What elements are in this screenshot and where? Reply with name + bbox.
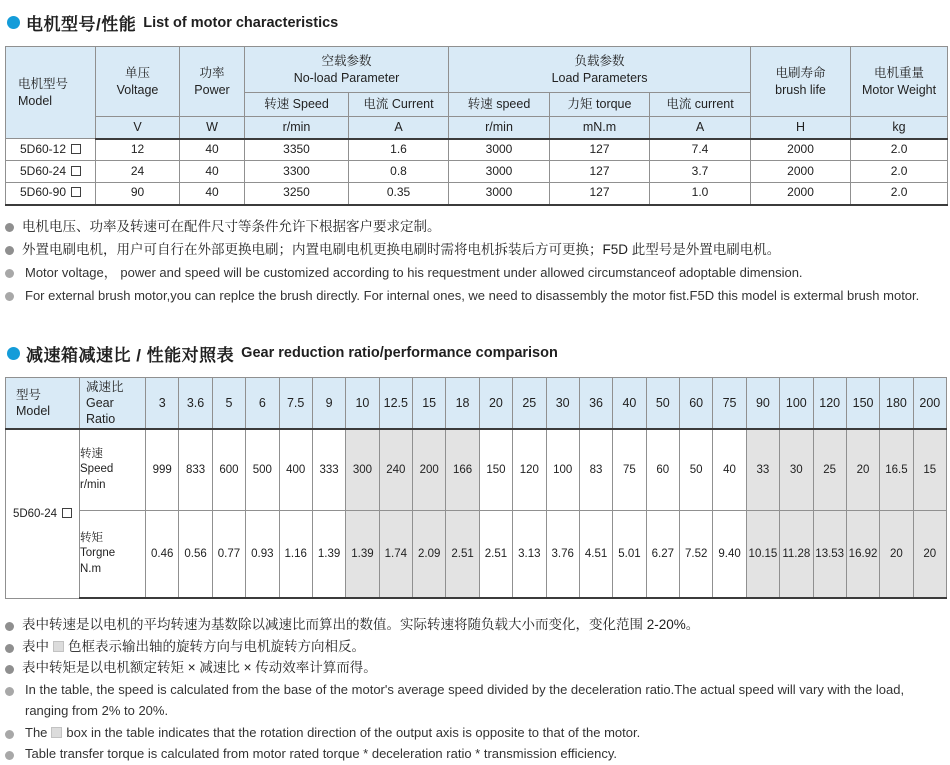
gear-torque-value-cell: 1.39 bbox=[346, 510, 379, 598]
gear-torque-value-cell: 6.27 bbox=[646, 510, 679, 598]
gear-speed-value-cell: 300 bbox=[346, 429, 379, 510]
gear-torque-value-cell: 0.46 bbox=[146, 510, 179, 598]
model-header-zh: 电机型号 bbox=[18, 77, 69, 92]
gear-speed-value-cell: 30 bbox=[780, 429, 813, 510]
gear-speed-value-cell: 333 bbox=[312, 429, 345, 510]
gear-speed-value-cell: 500 bbox=[246, 429, 279, 510]
ratio-header-cell: 25 bbox=[513, 377, 546, 429]
note-item bbox=[5, 722, 946, 744]
motor-value-cell: 7.4 bbox=[650, 139, 751, 161]
reversed-direction-box-icon bbox=[53, 641, 64, 652]
motor-table-row bbox=[6, 161, 948, 183]
gear-speed-value-cell: 120 bbox=[513, 429, 546, 510]
gear-model-header-en: Model bbox=[16, 403, 51, 418]
gear-speed-value-cell: 200 bbox=[413, 429, 446, 510]
note-bullet-icon bbox=[5, 292, 14, 301]
weight-header-zh: 电机重量 bbox=[874, 66, 925, 81]
ratio-header-cell: 9 bbox=[312, 377, 345, 429]
note-bullet-icon bbox=[5, 622, 14, 631]
ratio-header-cell: 15 bbox=[413, 377, 446, 429]
gear-torque-value-cell: 16.92 bbox=[846, 510, 879, 598]
model-header-en: Model bbox=[18, 93, 53, 108]
note-text: 表中转矩是以电机额定转矩 × 减速比 × 传动效率计算而得。 bbox=[22, 660, 377, 676]
section-title-en: List of motor characteristics bbox=[143, 14, 339, 31]
motor-section-title bbox=[7, 10, 946, 35]
ratio-header-cell: 6 bbox=[246, 377, 279, 429]
motor-value-cell: 127 bbox=[550, 139, 650, 161]
ratio-header-cell: 30 bbox=[546, 377, 579, 429]
gear-torque-value-cell: 10.15 bbox=[746, 510, 779, 598]
motor-model-cell bbox=[6, 183, 96, 205]
motor-value-cell: 2000 bbox=[751, 161, 851, 183]
gear-torque-value-cell: 3.13 bbox=[513, 510, 546, 598]
model-suffix-checkbox-icon bbox=[71, 187, 81, 197]
ratio-header-cell: 10 bbox=[346, 377, 379, 429]
load-torque-header-cell: 力矩 torque bbox=[550, 93, 650, 117]
motor-value-cell: 3350 bbox=[245, 139, 349, 161]
model-suffix-checkbox-icon bbox=[71, 144, 81, 154]
motor-value-cell: 3000 bbox=[449, 161, 550, 183]
note-bullet-icon bbox=[5, 751, 14, 760]
gear-torque-row bbox=[6, 510, 947, 598]
motor-table-row bbox=[6, 139, 948, 161]
gear-model-label: 5D60-24 bbox=[12, 507, 58, 520]
motor-value-cell: 2000 bbox=[751, 183, 851, 205]
gear-ratio-header-cell bbox=[80, 377, 146, 429]
gear-model-header-cell bbox=[6, 377, 80, 429]
section-title-zh: 减速箱减速比 / 性能对照表 bbox=[26, 345, 235, 365]
load-header-zh: 负载参数 bbox=[574, 54, 625, 69]
motor-value-cell: 0.35 bbox=[349, 183, 449, 205]
reversed-direction-box-icon bbox=[51, 727, 62, 738]
gear-ratio-header-zh: 减速比 bbox=[86, 379, 124, 394]
unit-header-cell: A bbox=[349, 117, 449, 139]
brush-life-header-cell bbox=[751, 47, 851, 117]
motor-value-cell: 3250 bbox=[245, 183, 349, 205]
gear-torque-value-cell: 5.01 bbox=[613, 510, 646, 598]
gear-speed-value-cell: 83 bbox=[579, 429, 612, 510]
torque-label-zh: 转矩 bbox=[80, 531, 103, 544]
torque-unit-label: N.m bbox=[80, 562, 102, 575]
load-current-header-cell: 电流 current bbox=[650, 93, 751, 117]
motor-model-label: 5D60-24 bbox=[19, 163, 67, 178]
gear-speed-value-cell: 20 bbox=[846, 429, 879, 510]
motor-value-cell: 2000 bbox=[751, 139, 851, 161]
note-text: box in the table indicates that the rotation direction of the output axis is opposite to that of the motor. bbox=[66, 724, 641, 740]
ratio-header-cell: 12.5 bbox=[379, 377, 412, 429]
gear-speed-value-cell: 75 bbox=[613, 429, 646, 510]
note-bullet-icon bbox=[5, 269, 14, 278]
unit-header-cell: A bbox=[650, 117, 751, 139]
load-group-header-cell bbox=[449, 47, 751, 93]
gear-torque-value-cell: 2.51 bbox=[446, 510, 479, 598]
gear-model-cell bbox=[6, 429, 80, 598]
noload-current-header-cell: 电流 Current bbox=[349, 93, 449, 117]
model-suffix-checkbox-icon bbox=[71, 166, 81, 176]
motor-value-cell: 1.6 bbox=[349, 139, 449, 161]
ratio-header-cell: 150 bbox=[846, 377, 879, 429]
motor-value-cell: 1.0 bbox=[650, 183, 751, 205]
gear-torque-value-cell: 2.09 bbox=[413, 510, 446, 598]
gear-speed-value-cell: 600 bbox=[212, 429, 245, 510]
gear-speed-value-cell: 150 bbox=[479, 429, 512, 510]
gear-header-row bbox=[6, 377, 947, 429]
gear-speed-value-cell: 25 bbox=[813, 429, 846, 510]
motor-weight-header-cell bbox=[851, 47, 948, 117]
note-text: Table transfer torque is calculated from motor rated torque * deceleration ratio * transmission efficiency. bbox=[25, 746, 618, 762]
ratio-header-cell: 200 bbox=[913, 377, 946, 429]
gear-torque-value-cell: 0.56 bbox=[179, 510, 212, 598]
motor-value-cell: 40 bbox=[180, 139, 245, 161]
motor-model-label: 5D60-90 bbox=[19, 185, 67, 200]
note-text: In the table, the speed is calculated from the base of the motor's average speed divided by the deceleration ratio.The actual speed will vary with the load, ranging from 2% to 20%. bbox=[25, 681, 905, 719]
ratio-header-cell: 60 bbox=[680, 377, 713, 429]
gear-section-title bbox=[7, 341, 946, 366]
speed-unit-label: r/min bbox=[80, 478, 106, 491]
note-item bbox=[5, 679, 946, 722]
note-item bbox=[5, 284, 946, 307]
gear-torque-value-cell: 0.93 bbox=[246, 510, 279, 598]
section-title-zh: 电机型号/性能 bbox=[26, 15, 137, 34]
note-item bbox=[5, 215, 946, 238]
motor-table-row bbox=[6, 183, 948, 205]
gear-torque-value-cell: 1.74 bbox=[379, 510, 412, 598]
gear-speed-value-cell: 33 bbox=[746, 429, 779, 510]
gear-ratio-header-en: Gear Ratio bbox=[86, 395, 116, 426]
ratio-header-cell: 5 bbox=[212, 377, 245, 429]
voltage-header-cell bbox=[96, 47, 180, 117]
torque-label-en: Torgne bbox=[80, 547, 116, 560]
note-item bbox=[5, 261, 946, 284]
note-bullet-icon bbox=[5, 687, 14, 696]
motor-characteristics-table bbox=[5, 46, 948, 206]
motor-value-cell: 3000 bbox=[449, 183, 550, 205]
ratio-header-cell: 75 bbox=[713, 377, 746, 429]
power-header-cell bbox=[180, 47, 245, 117]
gear-torque-value-cell: 2.51 bbox=[479, 510, 512, 598]
gear-torque-value-cell: 7.52 bbox=[680, 510, 713, 598]
note-item bbox=[5, 636, 946, 658]
gear-model-header-zh: 型号 bbox=[16, 387, 42, 402]
blue-dot-icon bbox=[7, 347, 20, 360]
noload-header-en: No-load Parameter bbox=[293, 70, 400, 85]
motor-value-cell: 127 bbox=[550, 183, 650, 205]
ratio-header-cell: 100 bbox=[780, 377, 813, 429]
power-header-zh: 功率 bbox=[199, 66, 225, 81]
ratio-header-cell: 40 bbox=[613, 377, 646, 429]
unit-header-cell: r/min bbox=[245, 117, 349, 139]
gear-notes-list bbox=[5, 614, 946, 765]
gear-speed-value-cell: 400 bbox=[279, 429, 312, 510]
weight-header-en: Motor Weight bbox=[861, 82, 937, 97]
motor-table-body bbox=[6, 139, 948, 205]
ratio-header-cell: 20 bbox=[479, 377, 512, 429]
gear-speed-value-cell: 60 bbox=[646, 429, 679, 510]
gear-speed-value-cell: 999 bbox=[146, 429, 179, 510]
speed-label-en: Speed bbox=[80, 463, 114, 476]
noload-group-header-cell bbox=[245, 47, 449, 93]
motor-model-cell bbox=[6, 161, 96, 183]
motor-value-cell: 2.0 bbox=[851, 139, 948, 161]
motor-value-cell: 40 bbox=[180, 183, 245, 205]
motor-value-cell: 12 bbox=[96, 139, 180, 161]
gear-torque-value-cell: 0.77 bbox=[212, 510, 245, 598]
ratio-header-cell: 36 bbox=[579, 377, 612, 429]
ratio-header-cell: 18 bbox=[446, 377, 479, 429]
ratio-header-cell: 3.6 bbox=[179, 377, 212, 429]
motor-model-cell bbox=[6, 139, 96, 161]
power-header-en: Power bbox=[194, 82, 230, 97]
gear-speed-value-cell: 166 bbox=[446, 429, 479, 510]
voltage-header-zh: 单压 bbox=[124, 66, 150, 81]
noload-header-zh: 空载参数 bbox=[321, 54, 372, 69]
gear-torque-value-cell: 20 bbox=[913, 510, 946, 598]
motor-value-cell: 40 bbox=[180, 161, 245, 183]
note-bullet-icon bbox=[5, 223, 14, 232]
model-suffix-checkbox-icon bbox=[62, 508, 72, 518]
ratio-header-cell: 90 bbox=[746, 377, 779, 429]
unit-header-cell: r/min bbox=[449, 117, 550, 139]
gear-torque-value-cell: 20 bbox=[880, 510, 913, 598]
gear-speed-value-cell: 40 bbox=[713, 429, 746, 510]
voltage-header-en: Voltage bbox=[116, 82, 159, 97]
note-item bbox=[5, 238, 946, 261]
load-speed-header-cell: 转速 speed bbox=[449, 93, 550, 117]
motor-model-label: 5D60-12 bbox=[19, 141, 67, 156]
note-text: 表中转速是以电机的平均转速为基数除以减速比而算出的数值。实际转速将随负载大小而变化，变化范围 2-20%。 bbox=[22, 617, 700, 633]
motor-value-cell: 3.7 bbox=[650, 161, 751, 183]
note-text: 色框表示输出轴的旋转方向与电机旋转方向相反。 bbox=[68, 638, 365, 654]
motor-value-cell: 3300 bbox=[245, 161, 349, 183]
brush-header-zh: 电刷寿命 bbox=[775, 66, 826, 81]
note-text: For external brush motor,you can replce the brush directly. For internal ones, we need to disassembly the motor fist.F5D this model is extermal brush motor. bbox=[25, 287, 920, 303]
gear-torque-value-cell: 1.16 bbox=[279, 510, 312, 598]
motor-units-row bbox=[6, 117, 948, 139]
note-text: Motor voltage， power and speed will be customized according to his requestment under allowed circumstanceof adoptable dimension. bbox=[25, 264, 803, 280]
unit-header-cell: mN.m bbox=[550, 117, 650, 139]
gear-speed-row bbox=[6, 429, 947, 510]
gear-torque-value-cell: 13.53 bbox=[813, 510, 846, 598]
note-text: 表中 bbox=[22, 638, 49, 654]
speed-label-zh: 转速 bbox=[80, 447, 103, 460]
note-text: 电机电压、功率及转速可在配件尺寸等条件允许下根据客户要求定制。 bbox=[22, 218, 441, 234]
gear-speed-value-cell: 15 bbox=[913, 429, 946, 510]
model-header-cell bbox=[6, 47, 96, 139]
gear-torque-value-cell: 4.51 bbox=[579, 510, 612, 598]
load-header-en: Load Parameters bbox=[551, 70, 648, 85]
unit-header-cell: W bbox=[180, 117, 245, 139]
gear-torque-value-cell: 11.28 bbox=[780, 510, 813, 598]
note-bullet-icon bbox=[5, 644, 14, 653]
motor-value-cell: 24 bbox=[96, 161, 180, 183]
unit-header-cell: H bbox=[751, 117, 851, 139]
ratio-header-cell: 50 bbox=[646, 377, 679, 429]
torque-row-label-cell bbox=[80, 510, 146, 598]
motor-value-cell: 0.8 bbox=[349, 161, 449, 183]
gear-torque-value-cell: 1.39 bbox=[312, 510, 345, 598]
gear-speed-value-cell: 240 bbox=[379, 429, 412, 510]
ratio-header-cell: 120 bbox=[813, 377, 846, 429]
motor-value-cell: 2.0 bbox=[851, 161, 948, 183]
motor-value-cell: 3000 bbox=[449, 139, 550, 161]
unit-header-cell: kg bbox=[851, 117, 948, 139]
gear-speed-value-cell: 100 bbox=[546, 429, 579, 510]
note-item bbox=[5, 743, 946, 765]
gear-speed-value-cell: 833 bbox=[179, 429, 212, 510]
noload-speed-header-cell: 转速 Speed bbox=[245, 93, 349, 117]
note-item bbox=[5, 657, 946, 679]
motor-value-cell: 90 bbox=[96, 183, 180, 205]
motor-value-cell: 127 bbox=[550, 161, 650, 183]
gear-torque-value-cell: 3.76 bbox=[546, 510, 579, 598]
gear-ratio-table bbox=[5, 377, 947, 600]
note-bullet-icon bbox=[5, 246, 14, 255]
motor-notes-list bbox=[5, 215, 946, 307]
note-bullet-icon bbox=[5, 665, 14, 674]
gear-speed-value-cell: 16.5 bbox=[880, 429, 913, 510]
blue-dot-icon bbox=[7, 16, 20, 29]
brush-header-en: brush life bbox=[775, 82, 826, 97]
ratio-header-cell: 180 bbox=[880, 377, 913, 429]
speed-row-label-cell bbox=[80, 429, 146, 510]
note-item bbox=[5, 614, 946, 636]
note-text: 外置电刷电机，用户可自行在外部更换电刷；内置电刷电机更换电刷时需将电机拆装后方可更换；F5D 此型号是外置电刷电机。 bbox=[22, 241, 781, 257]
ratio-header-cell: 7.5 bbox=[279, 377, 312, 429]
note-bullet-icon bbox=[5, 730, 14, 739]
unit-header-cell: V bbox=[96, 117, 180, 139]
ratio-header-cell: 3 bbox=[146, 377, 179, 429]
gear-speed-value-cell: 50 bbox=[680, 429, 713, 510]
gear-torque-value-cell: 9.40 bbox=[713, 510, 746, 598]
note-text: The bbox=[25, 724, 48, 740]
section-title-en: Gear reduction ratio/performance comparison bbox=[241, 345, 558, 361]
motor-value-cell: 2.0 bbox=[851, 183, 948, 205]
